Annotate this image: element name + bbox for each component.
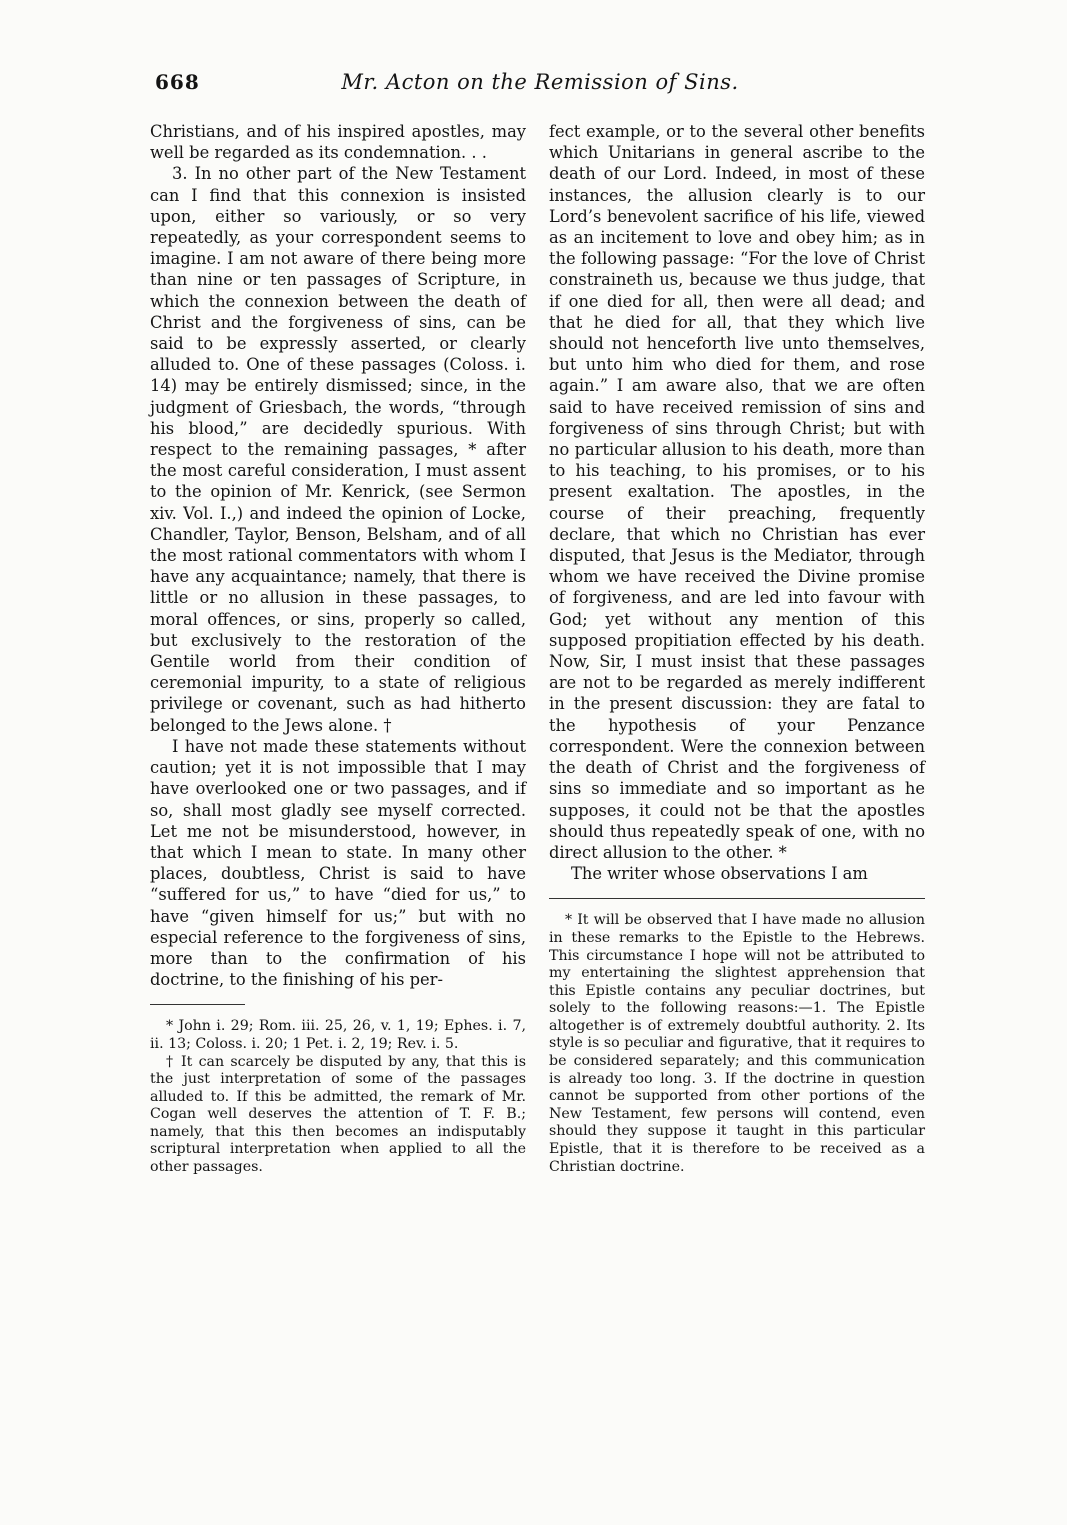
footnote-rule bbox=[150, 1004, 245, 1005]
left-column bbox=[150, 121, 526, 1177]
footnote: † It can scarcely be disputed by any, that this is the just interpretation of some of the passages alluded to. If this be admitted, the remark of Mr. Cogan well deserves the attention of T. F. B.; namely, that this then becomes an indisputably scriptural interpretation when applied to all the other passages. bbox=[150, 1053, 526, 1176]
footnote: * It will be observed that I have made no allusion in these remarks to the Epistle to the Hebrews. This circumstance I hope will not be attributed to my entertaining the slightest apprehension that this Epistle contains any peculiar doctrines, but solely to the following reasons:—1. The Epistle altogether is of extremely doubtful authority. 2. Its style is so peculiar and figurative, that it requires to be considered separately; and this communication is already too long. 3. If the doctrine in question cannot be supported from other portions of the New Testament, few persons will contend, even should they suppose it taught in this particular Epistle, that it is therefore to be received as a Christian doctrine. bbox=[549, 912, 925, 1175]
left-body-text bbox=[150, 121, 526, 990]
paragraph: The writer whose observations I am bbox=[571, 864, 868, 884]
paragraph: fect example, or to the several other benefits which Unitarians in general ascribe to the death of our Lord. Indeed, in most of these instances, the allusion clearly is to our Lord’s benevolent sacrifice of his life, viewed as an incitement to love and obey him; as in the following passage: “For the love of Christ constraineth us, because we thus judge, that if one died for all, then were all dead; and that he died for all, that they which live should not henceforth live unto themselves, but unto him who died for them, and rose again.” I am aware also, that we are often said to have received remission of sins and forgiveness of sins through Christ; but with no particular allusion to his death, more than to his teaching, to his promises, or to his present exaltation. The apostles, in the course of their preaching, frequently declare, that which no Christian has ever disputed, that Jesus is the Mediator, through whom we have received the Divine promise of forgiveness, and are led into favour with God; yet without any mention of this supposed propitiation effected by his death. Now, Sir, I must insist that these passages are not to be regarded as merely indifferent in the present discussion: they are fatal to the hypothesis of your Penzance correspondent. Were the connexion between the death of Christ and the forgiveness of sins so immediate and so important as he supposes, it could not be that the apostles should thus repeatedly speak of one, with no direct allusion to the other. * bbox=[549, 122, 925, 862]
right-footnotes bbox=[549, 912, 925, 1176]
right-column bbox=[549, 121, 925, 1176]
page-header bbox=[155, 70, 925, 104]
running-title: Mr. Acton on the Remission of Sins. bbox=[341, 70, 739, 94]
paragraph: I have not made these statements without caution; yet it is not impossible that I may have overlooked one or two passages, and if so, shall most gladly see myself corrected. Let me not be misunderstood, however, in that which I mean to state. In many other places, doubtless, Christ is said to have “suffered for us,” to have “died for us,” to have “given himself for us;” but with no especial reference to the forgiveness of sins, more than to the confirmation of his doctrine, to the finishing of his per- bbox=[150, 736, 526, 990]
page-number: 668 bbox=[155, 70, 200, 94]
left-footnotes bbox=[150, 1018, 526, 1176]
right-body-text bbox=[549, 121, 925, 884]
paragraph: 3. In no other part of the New Testament can I find that this connexion is insisted upon, either so variously, or so very repeatedly, as your correspondent seems to imagine. I am not aware of there being more than nine or ten passages of Scripture, in which the connexion between the death of Christ and the forgiveness of sins, can be said to be expressly asserted, or clearly alluded to. One of these passages (Coloss. i. 14) may be entirely dismissed; since, in the judgment of Griesbach, the words, “through his blood,” are decidedly spurious. With respect to the remaining passages, * after the most careful consideration, I must assent to the opinion of Mr. Kenrick, (see Sermon xiv. Vol. I.,) and indeed the opinion of Locke, Chandler, Taylor, Benson, Belsham, and of all the most rational commentators with whom I have any acquaintance; namely, that there is little or no allusion in these passages, to moral offences, or sins, properly so called, but exclusively to the restoration of the Gentile world from their condition of ceremonial impurity, to a state of religious privilege or covenant, such as had hitherto belonged to the Jews alone. † bbox=[150, 164, 526, 735]
footnote: * John i. 29; Rom. iii. 25, 26, v. 1, 19; Ephes. i. 7, ii. 13; Coloss. i. 20; 1 Pet. i. 2, 19; Rev. i. 5. bbox=[150, 1018, 526, 1052]
footnote-rule bbox=[549, 898, 925, 899]
paragraph: Christians, and of his inspired apostles, may well be regarded as its condemnation. . . bbox=[150, 122, 526, 163]
